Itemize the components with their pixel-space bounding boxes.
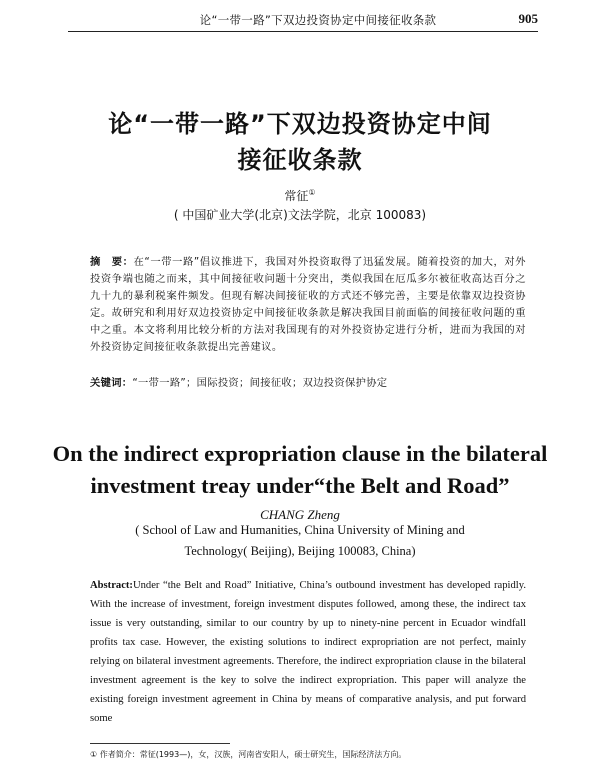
keywords-cn-label: 关键词： xyxy=(90,377,133,389)
affiliation-en xyxy=(100,520,500,562)
abstract-cn xyxy=(90,254,526,356)
author-cn-name: 常征 xyxy=(284,189,309,203)
abstract-en-separator: : xyxy=(129,580,133,591)
keywords-cn xyxy=(90,374,526,389)
footnote-mark: ① xyxy=(90,750,98,759)
title-cn-line1: 论“一带一路”下双边投资协定中间 xyxy=(108,110,492,138)
author-cn xyxy=(0,187,600,204)
affiliation-cn: ( 中国矿业大学(北京)文法学院，北京 100083) xyxy=(173,208,427,222)
running-header xyxy=(68,10,538,30)
abstract-cn-text: 在“一带一路”倡议推进下，我国对外投资取得了迅猛发展。随着投资的加大，对外投资争端也随之而来，其中间接征收问题十分突出，类似我国在厄瓜多尔被征收高达百分之九十九的暴利税案件频发。但现有解决间接征收的方式还不够完善，主要是依靠双边投资协定。故研究和利用好双边投资协定中间接征收条款是解决我国目前面临的间接征收问题的重中之重。本文将利用比较分析的方法对我国现有的对外投资协定进行分析，进而为我国的对外投资协定间接征收条款提出完善建议。 xyxy=(90,256,526,353)
title-en xyxy=(40,438,560,502)
author-en: CHANG Zheng xyxy=(260,507,340,522)
title-cn-line2: 接征收条款 xyxy=(237,146,363,174)
abstract-en-label: Abstract xyxy=(90,580,130,591)
page-number: 905 xyxy=(518,11,538,26)
abstract-en xyxy=(90,576,526,728)
running-head-title: 论“一带一路”下双边投资协定中间接征收条款 xyxy=(199,13,437,27)
footnote-rule xyxy=(90,743,230,744)
title-en-line2: investment treay under“the Belt and Road” xyxy=(90,473,510,498)
abstract-en-text: Under “the Belt and Road” Initiative, China’s outbound investment has developed rapidly. With the increase of investment, foreign investment disputes followed, among these, the indirect tax issue is very outstanding, similar to our country by up to ninety-nine percent in Ecuador windfall profits tax case. However, the existing solutions to indirect expropriation are not perfect, mainly relying on bilateral investment agreements. Therefore, the indirect expropriation clause in the bilateral investment agreement is the key to solve the indirect expropriation. This paper will analyze the existing foreign investment agreement in China by means of comparative analysis, and put forward some xyxy=(90,580,526,724)
abstract-cn-label: 摘 要： xyxy=(90,256,134,268)
affiliation-en-line2: Technology( Beijing), Beijing 100083, China) xyxy=(184,544,416,558)
title-en-line1: On the indirect expropriation clause in the bilateral xyxy=(52,441,548,466)
header-rule xyxy=(68,31,538,32)
affiliation-en-line1: ( School of Law and Humanities, China University of Mining and xyxy=(135,523,465,537)
author-footnote-mark: ① xyxy=(308,188,316,197)
footnote-text: 作者简介：常征(1993—)，女，汉族，河南省安阳人，硕士研究生，国际经济法方向。 xyxy=(99,750,407,759)
footnote xyxy=(90,749,540,760)
keywords-cn-text: “一带一路”；国际投资；间接征收；双边投资保护协定 xyxy=(132,377,388,389)
